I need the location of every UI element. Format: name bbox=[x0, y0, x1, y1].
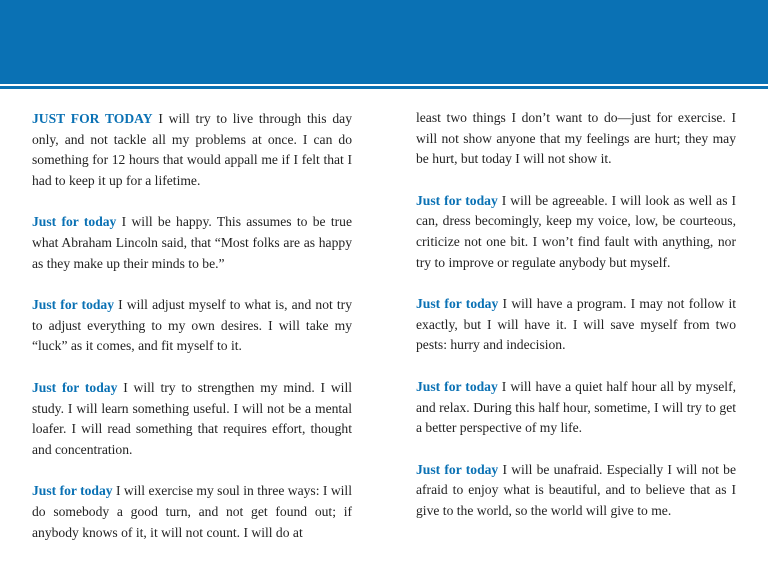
paragraph-lead: Just for today bbox=[416, 192, 498, 208]
paragraph-lead: Just for today bbox=[32, 379, 118, 395]
paragraph-text: I will try to live through this day only, and not tackle all my problems at once. I can do something for 12 hours that would appall me if I felt that I had to keep it up for a lifetime. bbox=[32, 111, 352, 188]
paragraph bbox=[32, 212, 352, 274]
paragraph bbox=[32, 295, 352, 357]
paragraph-lead: Just for today bbox=[32, 214, 117, 230]
paragraph-text: I will be happy. This assumes to be true what Abraham Lincoln said, that “Most folks are as happy as they make up their minds to be.” bbox=[32, 214, 352, 271]
paragraph-lead: Just for today bbox=[416, 296, 499, 312]
header-rule bbox=[0, 86, 768, 89]
paragraph bbox=[416, 108, 736, 170]
paragraph-text: I will have a program. I may not follow it exactly, but I will have it. I will save myself from two pests: hurry and indecision. bbox=[416, 296, 736, 353]
paragraph-text: I will try to strengthen my mind. I will study. I will learn something useful. I will not be a mental loafer. I will read something that requires effort, thought and concentration. bbox=[32, 379, 353, 457]
paragraph bbox=[32, 109, 352, 191]
paragraph bbox=[416, 460, 736, 522]
paragraph bbox=[416, 294, 736, 356]
paragraph-text: I will have a quiet half hour all by myself, and relax. During this half hour, sometime, I will try to get a better perspective of my life. bbox=[416, 378, 736, 436]
paragraph-text: I will be agreeable. I will look as well as I can, dress becomingly, keep my voice, low, be courteous, criticize not one bit. I won’t find fault with anything, nor try to improve or regulate anybody but myself. bbox=[416, 192, 736, 270]
paragraph-text: I will be unafraid. Especially I will not be afraid to enjoy what is beautiful, and to believe that as I give to the world, so the world will give to me. bbox=[416, 461, 736, 518]
header-band bbox=[0, 0, 768, 84]
paragraph-lead: Just for today bbox=[416, 461, 499, 477]
paragraph-text: I will exercise my soul in three ways: I will do somebody a good turn, and not get found out; if anybody knows of it, it will not count. I will do at bbox=[32, 483, 352, 540]
paragraph-lead: JUST FOR TODAY bbox=[32, 111, 153, 126]
paragraph-lead: Just for today bbox=[32, 297, 115, 313]
paragraph bbox=[416, 377, 736, 439]
left-column bbox=[32, 109, 352, 564]
paragraph bbox=[32, 481, 352, 543]
paragraph-text: I will adjust myself to what is, and not try to adjust everything to my own desires. I will take my “luck” as it comes, and fit myself to it. bbox=[32, 297, 352, 354]
paragraph bbox=[32, 378, 352, 460]
right-column bbox=[416, 108, 736, 543]
paragraph bbox=[416, 191, 736, 273]
paragraph-lead: Just for today bbox=[32, 483, 113, 499]
paragraph-text: least two things I don’t want to do—just for exercise. I will not show anyone that my feelings are hurt; they may be hurt, but today I will not show it. bbox=[416, 110, 736, 167]
paragraph-lead: Just for today bbox=[416, 378, 498, 394]
